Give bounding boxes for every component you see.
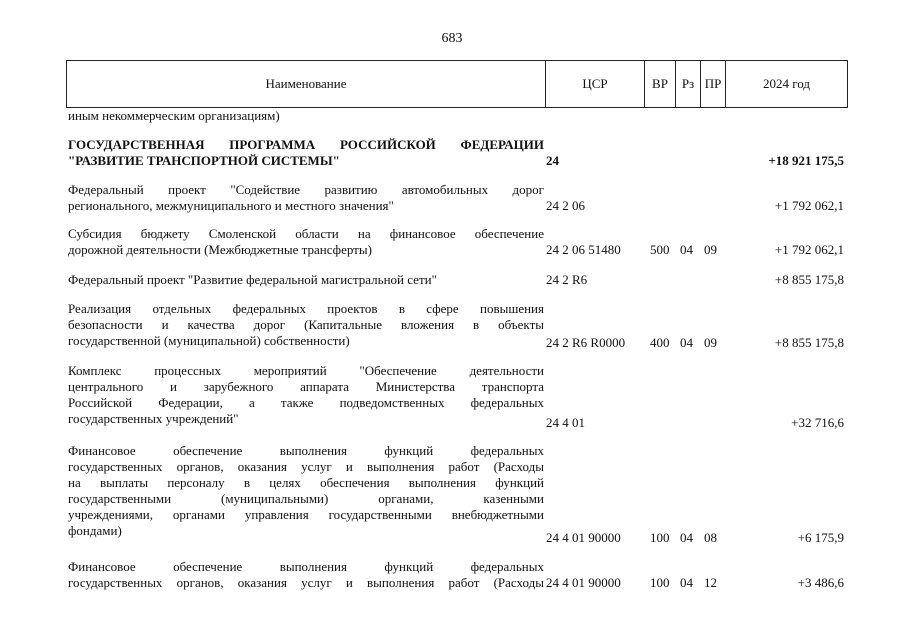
- row-name-line: безопасности и качества дорог (Капитальные вложения в объекты: [68, 317, 544, 332]
- row-name-line: центрального и зарубежного аппарата Министерства транспорта: [68, 379, 544, 394]
- row-amount: +6 175,9: [797, 530, 844, 545]
- row-name-line: государственных органов, оказания услуг и выполнения работ (Расходы: [68, 575, 544, 590]
- row-name-line: Федеральный проект "Содействие развитию автомобильных дорог: [68, 182, 544, 197]
- row-pr: 12: [704, 575, 717, 590]
- header-csr: ЦСР: [546, 61, 645, 107]
- row-amount: +32 716,6: [791, 415, 844, 430]
- row-name-line: ГОСУДАРСТВЕННАЯ ПРОГРАММА РОССИЙСКОЙ ФЕДЕРАЦИИ: [68, 137, 544, 152]
- row-name-line: государственных органов, оказания услуг и выполнения работ (Расходы: [68, 459, 544, 474]
- row-name: [68, 559, 544, 591]
- row-csr: 24 2 06 51480: [546, 242, 621, 257]
- row-csr: 24 4 01: [546, 415, 585, 430]
- row-name: [68, 272, 544, 288]
- page-number: 683: [441, 31, 463, 46]
- row-name: [68, 363, 544, 427]
- row-amount: +1 792 062,1: [774, 198, 844, 213]
- row-amount: +3 486,6: [797, 575, 844, 590]
- row-rz: 04: [680, 575, 693, 590]
- row-name-line: учреждениями, органами управления государственными внебюджетными: [68, 507, 544, 522]
- row-name-line: регионального, межмуниципального и местного значения": [68, 198, 394, 213]
- row-pr: 08: [704, 530, 717, 545]
- row-vr: 100: [650, 530, 670, 545]
- row-csr: 24 4 01 90000: [546, 530, 621, 545]
- row-vr: 400: [650, 335, 670, 350]
- row-name: [68, 301, 544, 349]
- row-pr: 09: [704, 242, 717, 257]
- row-name-line: фондами): [68, 523, 122, 538]
- row-name-line: Реализация отдельных федеральных проектов в сфере повышения: [68, 301, 544, 316]
- row-name-line: государственной (муниципальной) собственности): [68, 333, 350, 348]
- row-csr: 24: [546, 153, 559, 168]
- row-vr: 500: [650, 242, 670, 257]
- row-name-line: дорожной деятельности (Межбюджетные трансферты): [68, 242, 372, 257]
- row-name-line: Субсидия бюджету Смоленской области на финансовое обеспечение: [68, 226, 544, 241]
- header-vr: ВР: [645, 61, 676, 107]
- row-pr: 09: [704, 335, 717, 350]
- row-name-line: Комплекс процессных мероприятий "Обеспечение деятельности: [68, 363, 544, 378]
- header-rz: Рз: [676, 61, 701, 107]
- row-amount: +8 855 175,8: [774, 335, 844, 350]
- row-rz: 04: [680, 335, 693, 350]
- row-name: [68, 137, 544, 169]
- row-csr: 24 4 01 90000: [546, 575, 621, 590]
- row-csr: 24 2 06: [546, 198, 585, 213]
- row-name-line: Финансовое обеспечение выполнения функций федеральных: [68, 559, 544, 574]
- row-vr: 100: [650, 575, 670, 590]
- row-rz: 04: [680, 242, 693, 257]
- row-amount: +1 792 062,1: [774, 242, 844, 257]
- row-name: [68, 226, 544, 258]
- row-rz: 04: [680, 530, 693, 545]
- row-name-line: иным некоммерческим организациям): [68, 108, 280, 123]
- row-name: [68, 108, 544, 124]
- row-amount: +8 855 175,8: [774, 272, 844, 287]
- row-amount: +18 921 175,5: [768, 153, 844, 168]
- row-name-line: государственных учреждений": [68, 411, 239, 426]
- row-name-line: Финансовое обеспечение выполнения функций федеральных: [68, 443, 544, 458]
- header-name: Наименование: [67, 61, 546, 107]
- row-name-line: Федеральный проект "Развитие федеральной магистральной сети": [68, 272, 437, 287]
- table-header: [66, 60, 848, 108]
- row-name-line: "РАЗВИТИЕ ТРАНСПОРТНОЙ СИСТЕМЫ": [68, 153, 340, 168]
- row-name-line: Российской Федерации, а также подведомственных федеральных: [68, 395, 544, 410]
- row-name-line: на выплаты персоналу в целях обеспечения выполнения функций: [68, 475, 544, 490]
- row-name-line: государственными (муниципальными) органами, казенными: [68, 491, 544, 506]
- header-pr: ПР: [701, 61, 726, 107]
- row-name: [68, 182, 544, 214]
- header-year: 2024 год: [763, 76, 810, 91]
- row-name: [68, 443, 544, 539]
- row-csr: 24 2 R6 R0000: [546, 335, 626, 350]
- row-csr: 24 2 R6: [546, 272, 588, 287]
